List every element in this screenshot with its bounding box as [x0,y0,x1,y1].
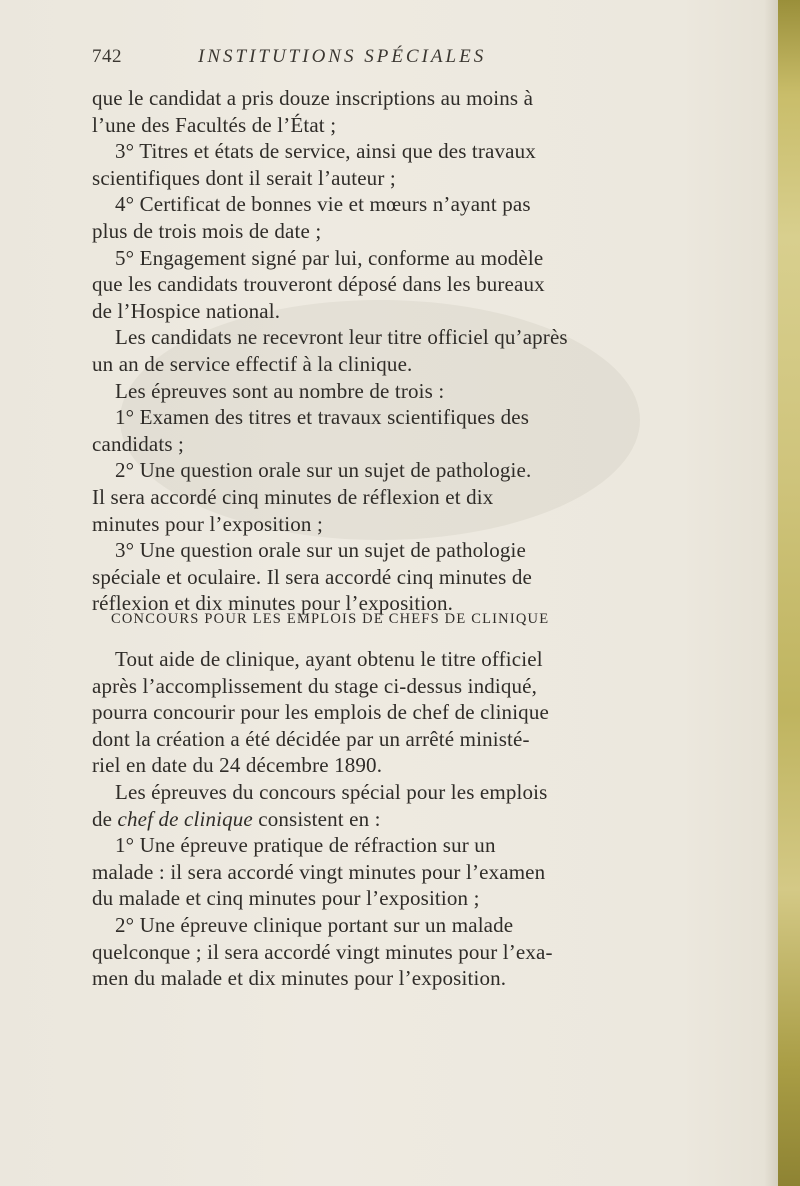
page-header [92,46,732,72]
text-line: réflexion et dix minutes pour l’exposition. [92,591,454,616]
text-line: que le candidat a pris douze inscriptions au moins à [92,86,534,110]
text-line: 5° Engagement signé par lui, conforme au modèle [115,245,544,270]
text-line: de l’Hospice national. [92,298,281,323]
running-title: INSTITUTIONS SPÉCIALES [198,46,487,67]
text-line: 3° Une question orale sur un sujet de pathologie [115,538,527,563]
text-line: l’une des Facultés de l’État ; [92,112,337,137]
text-line: malade : il sera accordé vingt minutes pour l’examen [92,859,546,884]
body-text-part-2 [92,646,728,992]
text-line: candidats ; [92,431,185,456]
text-line: spéciale et oculaire. Il sera accordé cinq minutes de [92,564,532,589]
text-line: un an de service effectif à la clinique. [92,351,413,376]
text-line: 3° Titres et états de service, ainsi que des travaux [115,139,536,164]
text-line: men du malade et dix minutes pour l’exposition. [92,966,507,991]
text-line: 2° Une question orale sur un sujet de pathologie. [115,458,532,483]
page-number: 742 [92,46,122,67]
text-line: scientifiques dont il serait l’auteur ; [92,165,396,190]
text-line: du malade et cinq minutes pour l’exposition ; [92,886,480,911]
text-line: Il sera accordé cinq minutes de réflexion et dix [92,484,494,509]
page-edge [778,0,800,1186]
text-line: Tout aide de clinique, ayant obtenu le titre officiel [115,647,543,671]
text-line: plus de trois mois de date ; [92,218,322,243]
page-edge-shadow [764,0,778,1186]
section-heading: CONCOURS POUR LES EMPLOIS DE CHEFS DE CLINIQUE [111,611,550,627]
text-line: Les épreuves du concours spécial pour les emplois [115,779,548,804]
text-line: riel en date du 24 décembre 1890. [92,753,383,778]
text-line: que les candidats trouveront déposé dans les bureaux [92,272,545,297]
text-line: après l’accomplissement du stage ci-dessus indiqué, [92,673,538,698]
body-text-part-1 [92,85,728,617]
text-line: dont la création a été décidée par un arrêté ministé- [92,726,530,751]
text-line: de chef de clinique consistent en : [92,806,381,831]
text-line: Les candidats ne recevront leur titre officiel qu’après [115,325,568,350]
text-line: 4° Certificat de bonnes vie et mœurs n’ayant pas [115,192,531,217]
text-line: pourra concourir pour les emplois de chef de clinique [92,700,549,725]
text-line: 2° Une épreuve clinique portant sur un malade [115,912,514,937]
text-line: 1° Examen des titres et travaux scientifiques des [115,405,530,430]
text-line: 1° Une épreuve pratique de réfraction sur un [115,833,496,858]
italic-term: chef de clinique [117,806,253,831]
text-line: Les épreuves sont au nombre de trois : [115,378,445,403]
text-line: quelconque ; il sera accordé vingt minutes pour l’exa- [92,939,553,964]
text-line: minutes pour l’exposition ; [92,511,323,536]
